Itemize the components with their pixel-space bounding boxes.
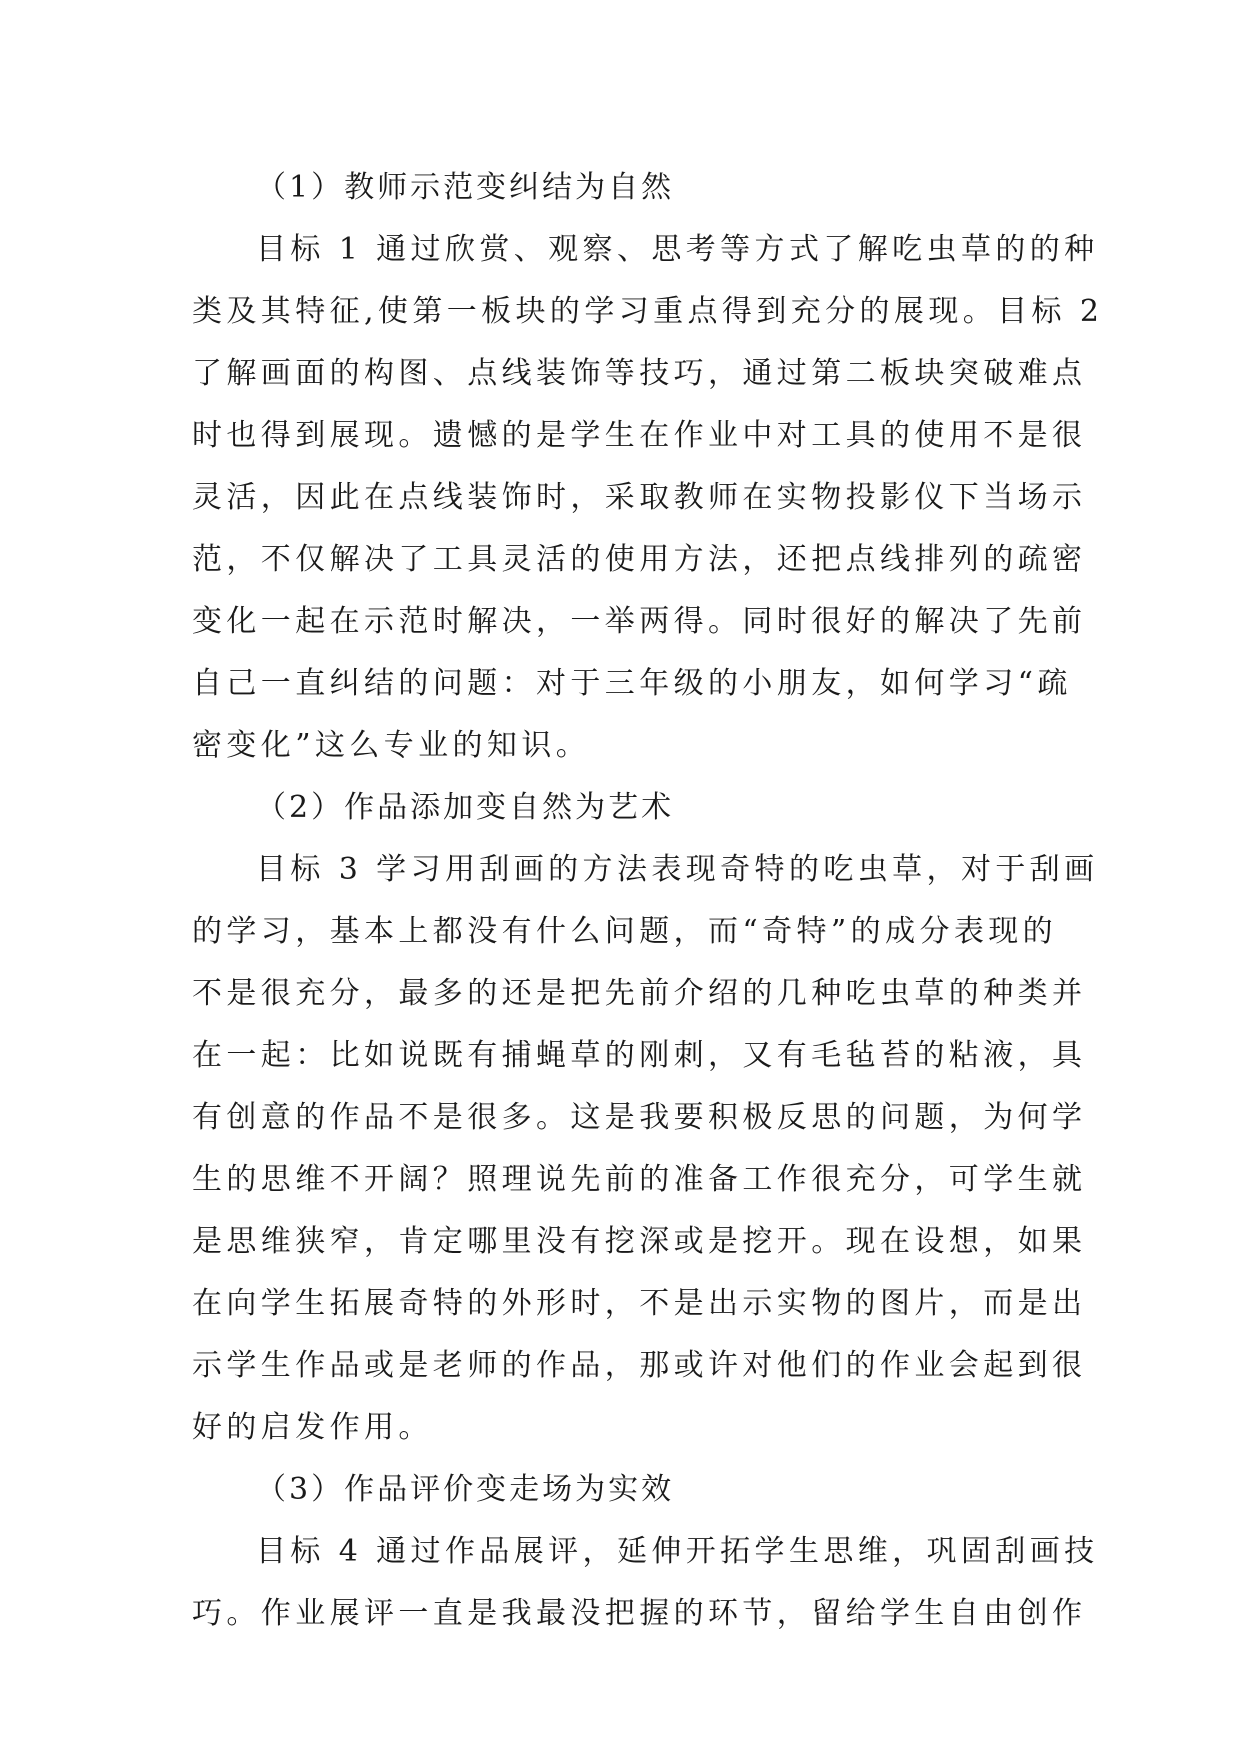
paragraph-line: 灵活，因此在点线装饰时，采取教师在实物投影仪下当场示 (192, 480, 1087, 515)
paragraph-line: 在向学生拓展奇特的外形时，不是出示实物的图片，而是出 (192, 1286, 1087, 1321)
section-heading: （2）作品添加变自然为艺术 (256, 790, 675, 825)
paragraph-first-line: 目标 4 通过作品展评，延伸开拓学生思维，巩固刮画技 (256, 1534, 1099, 1569)
paragraph-line: 范，不仅解决了工具灵活的使用方法，还把点线排列的疏密 (192, 542, 1087, 577)
document-body (192, 157, 1104, 1645)
section-heading: （1）教师示范变纠结为自然 (256, 170, 675, 205)
paragraph-line: 时也得到展现。遗憾的是学生在作业中对工具的使用不是很 (192, 418, 1087, 453)
paragraph-line: 是思维狭窄，肯定哪里没有挖深或是挖开。现在设想，如果 (192, 1224, 1087, 1259)
paragraph-line: 密变化”这么专业的知识。 (192, 728, 591, 763)
paragraph-line: 不是很充分，最多的还是把先前介绍的几种吃虫草的种类并 (192, 976, 1087, 1011)
paragraph-line: 了解画面的构图、点线装饰等技巧，通过第二板块突破难点 (192, 356, 1087, 391)
paragraph-line: 示学生作品或是老师的作品，那或许对他们的作业会起到很 (192, 1348, 1087, 1383)
paragraph-line: 巧。作业展评一直是我最没把握的环节，留给学生自由创作 (192, 1596, 1087, 1631)
paragraph-line: 生的思维不开阔？照理说先前的准备工作很充分，可学生就 (192, 1162, 1087, 1197)
paragraph-line: 类及其特征,使第一板块的学习重点得到充分的展现。目标 2 (192, 294, 1104, 329)
paragraph-line: 自己一直纠结的问题：对于三年级的小朋友，如何学习“疏 (192, 666, 1072, 701)
section-heading: （3）作品评价变走场为实效 (256, 1472, 675, 1507)
paragraph-first-line: 目标 3 学习用刮画的方法表现奇特的吃虫草，对于刮画 (256, 852, 1099, 887)
paragraph-line: 在一起：比如说既有捕蝇草的刚刺，又有毛毡苔的粘液，具 (192, 1038, 1087, 1073)
paragraph-line: 的学习，基本上都没有什么问题，而“奇特”的成分表现的 (192, 914, 1058, 949)
paragraph-first-line: 目标 1 通过欣赏、观察、思考等方式了解吃虫草的的种 (256, 232, 1099, 267)
paragraph-line: 变化一起在示范时解决，一举两得。同时很好的解决了先前 (192, 604, 1087, 639)
paragraph-line: 好的启发作用。 (192, 1410, 433, 1445)
paragraph-line: 有创意的作品不是很多。这是我要积极反思的问题，为何学 (192, 1100, 1087, 1135)
